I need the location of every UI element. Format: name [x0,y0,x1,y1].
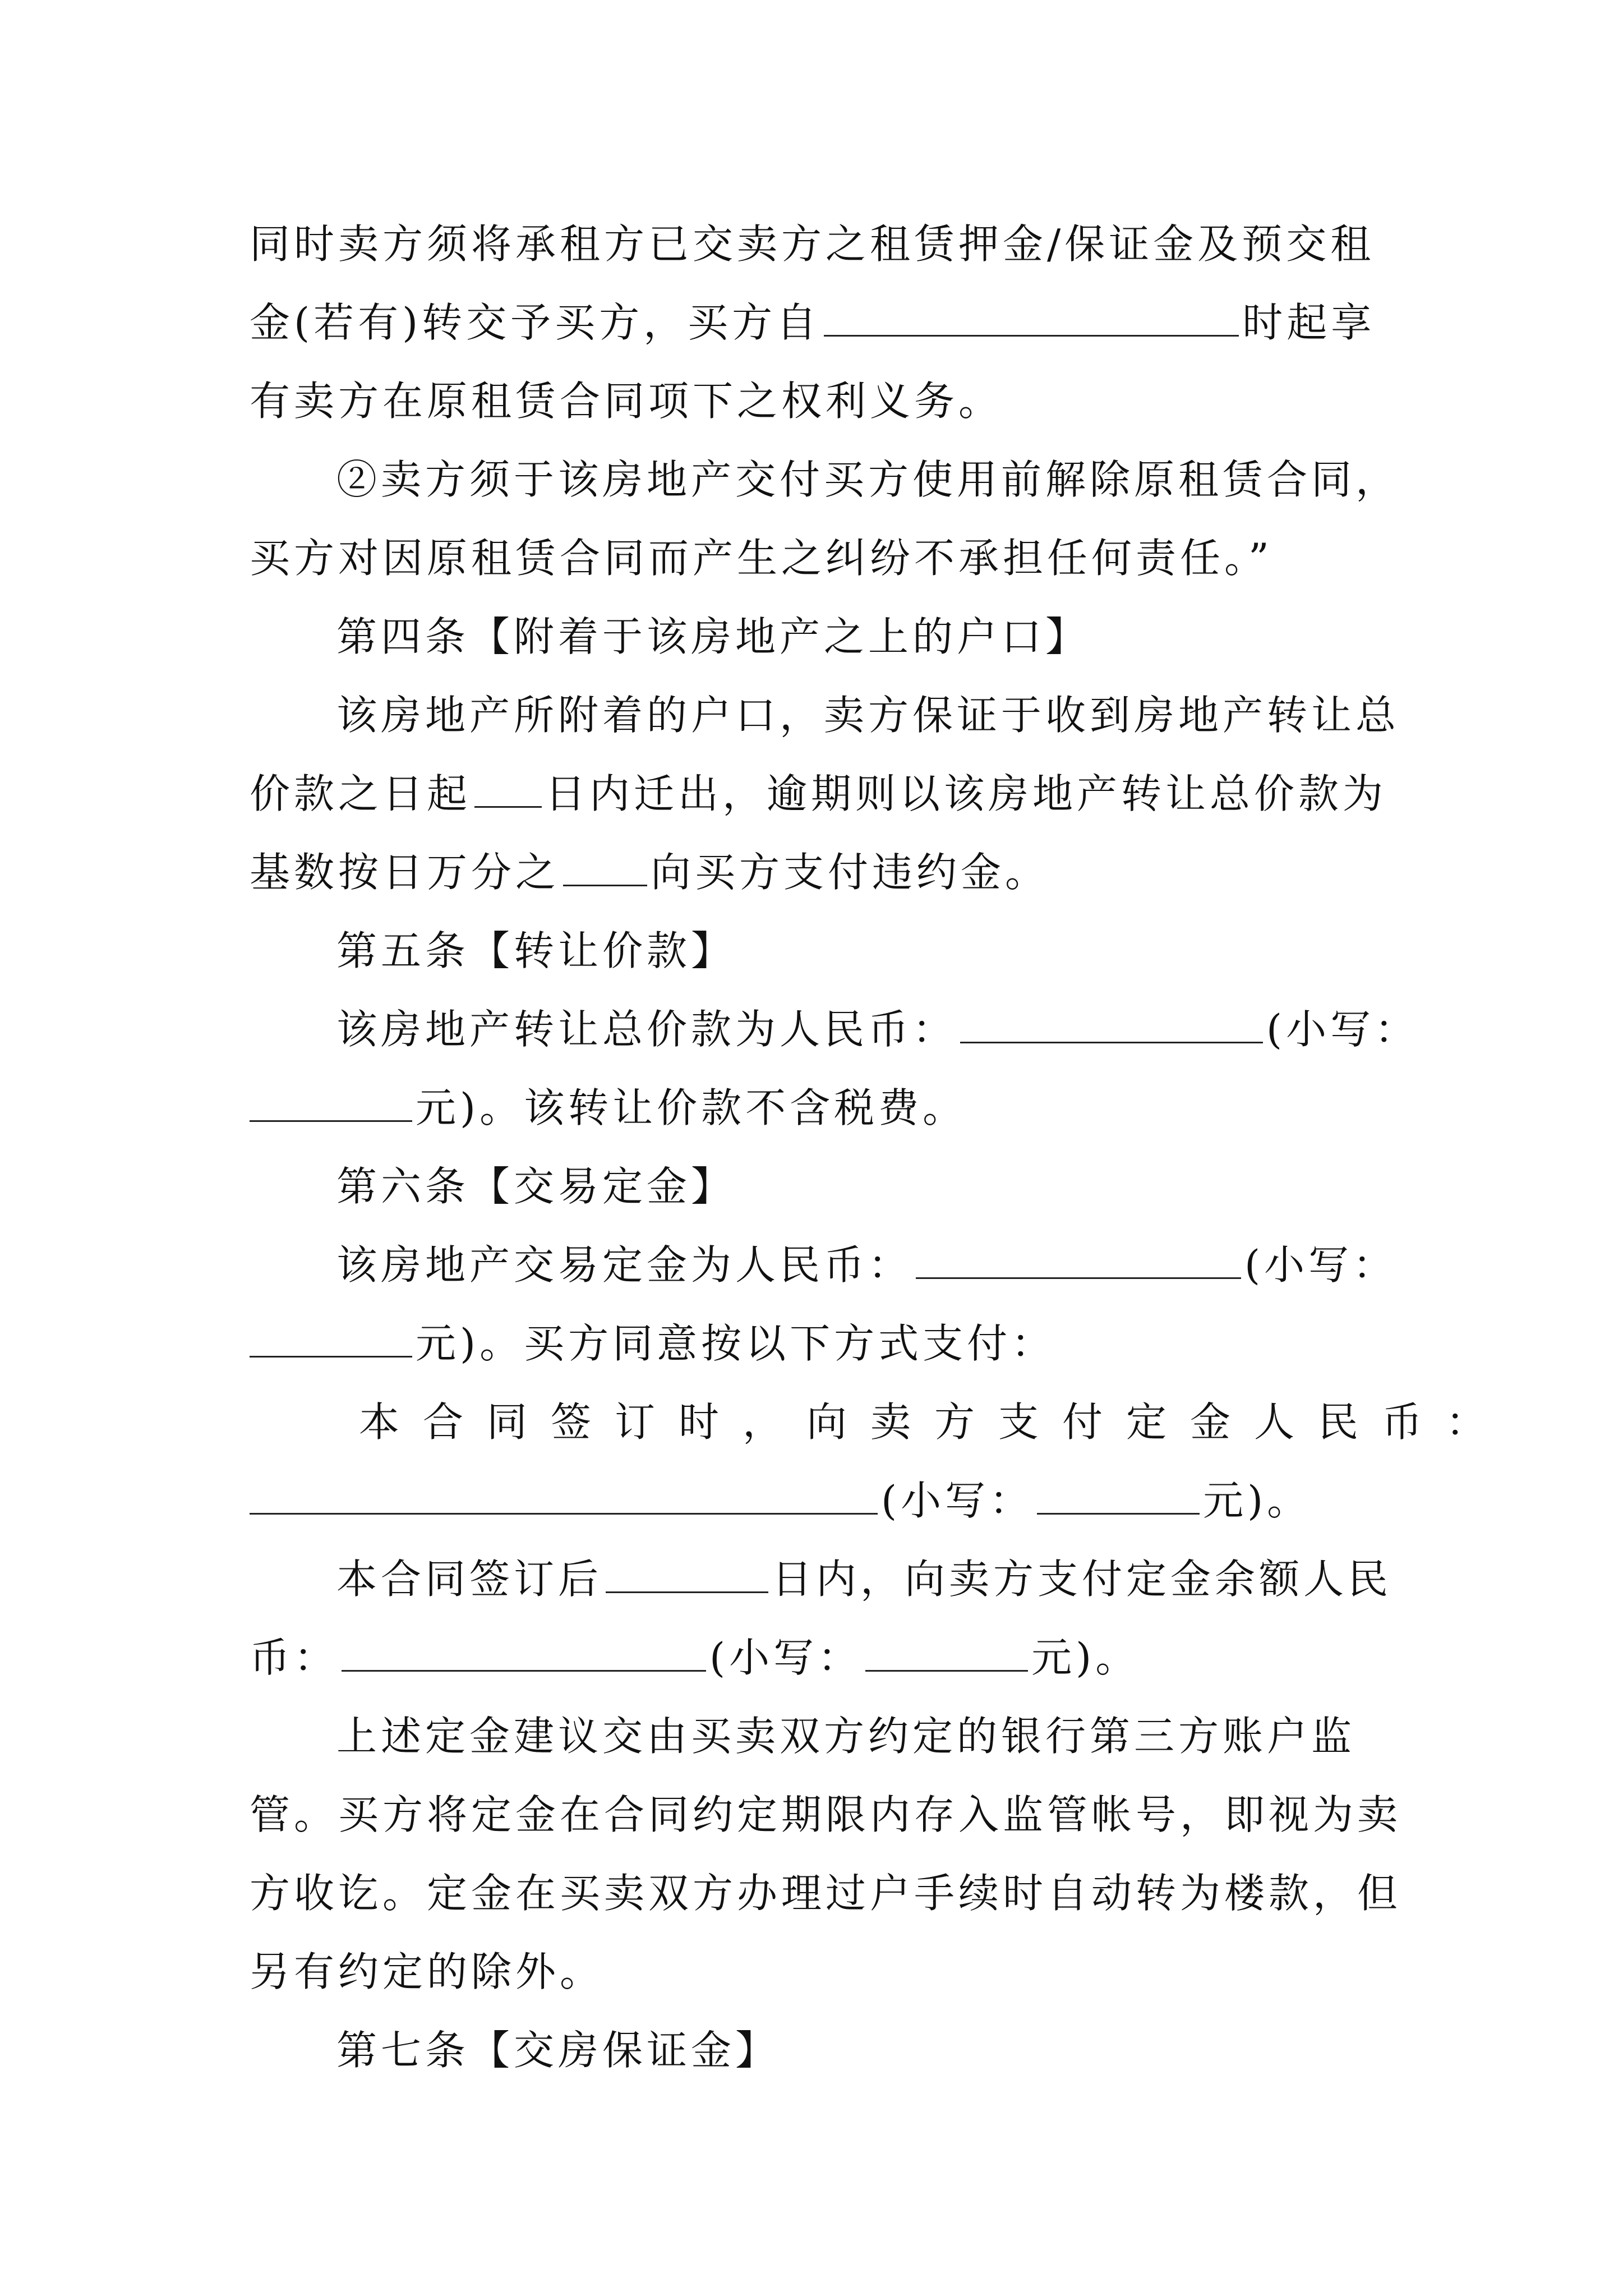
paragraph-line [250,1461,1394,1540]
paragraph-line [250,205,1394,283]
fill-blank[interactable] [250,1306,412,1358]
text-segment: 上述定金建议交由买卖双方约定的银行第三方账户监 [336,1713,1356,1760]
text-segment: (小写： [709,1634,863,1681]
text-segment: (小写： [1266,1006,1419,1053]
fill-blank[interactable] [250,1464,878,1515]
fill-blank[interactable] [250,1071,412,1122]
paragraph-line [336,1697,1394,1775]
text-segment: 第四条【附着于该房地产之上的户口】 [336,613,1090,660]
paragraph-line [250,1854,1402,1932]
text-segment: 元)。该转让价款不含税费。 [416,1084,967,1131]
text-segment: 日内，向卖方支付定金余额人民 [772,1556,1393,1603]
paragraph-line [250,1775,1402,1854]
text-segment: ②卖方须于该房地产交付买方使用前解除原租赁合同， [336,456,1400,503]
paragraph-line [336,440,1400,519]
fill-blank[interactable] [824,286,1239,337]
article-heading [336,597,1394,676]
article-heading [336,912,1394,990]
text-segment: 该房地产所附着的户口，卖方保证于收到房地产转让总 [336,692,1400,739]
fill-blank[interactable] [606,1542,768,1593]
fill-blank[interactable] [916,1228,1241,1279]
fill-blank[interactable] [563,835,647,886]
text-segment: 日内迁出，逾期则以该房地产转让总价款为 [545,770,1387,817]
paragraph-line [359,1383,1510,1461]
text-segment: 该房地产交易定金为人民币： [336,1241,913,1289]
text-segment: 另有约定的除外。 [250,1948,605,1995]
text-segment: 本合同签订后 [336,1556,603,1603]
text-segment: 本合同签订时，向卖方支付定金人民币： [359,1398,1510,1446]
text-segment: 向买方支付违约金。 [651,849,1050,896]
paragraph-line [250,362,1394,440]
text-segment: 元)。 [1203,1477,1312,1524]
text-segment: 基数按日万分之 [250,849,560,896]
text-segment: 该房地产转让总价款为人民币： [336,1006,957,1053]
text-segment: (小写： [1244,1241,1398,1289]
article-heading [336,2011,1394,2090]
text-segment: 第五条【转让价款】 [336,927,736,974]
paragraph-line [250,1932,1394,2011]
text-segment: 价款之日起 [250,770,472,817]
fill-blank[interactable] [342,1621,706,1672]
text-segment: 第七条【交房保证金】 [336,2027,780,2074]
text-segment: 方收讫。定金在买卖双方办理过户手续时自动转为楼款，但 [250,1870,1402,1917]
paragraph-line [336,1226,1398,1304]
paragraph-line [336,1540,1394,1618]
text-segment: 买方对因原租赁合同而产生之纠纷不承担任何责任。” [250,535,1273,582]
fill-blank[interactable] [960,992,1263,1043]
text-segment: 元)。 [1031,1634,1140,1681]
paragraph-line [250,1304,1394,1383]
text-segment: 时起享 [1242,299,1376,346]
paragraph-line [336,990,1419,1069]
paragraph-line [336,676,1400,754]
paragraph-line [250,283,1394,362]
text-segment: 同时卖方须将承租方已交卖方之租赁押金/保证金及预交租 [250,220,1375,268]
fill-blank[interactable] [1037,1464,1200,1515]
text-segment: 管。买方将定金在合同约定期限内存入监管帐号，即视为卖 [250,1791,1402,1838]
paragraph-line [250,1069,1394,1147]
paragraph-line [250,754,1394,833]
text-segment: 金(若有)转交予买方，买方自 [250,299,821,346]
text-segment: 币： [250,1634,339,1681]
article-heading [336,1147,1394,1226]
paragraph-line [250,1618,1394,1697]
text-segment: 有卖方在原租赁合同项下之权利义务。 [250,378,1003,425]
fill-blank[interactable] [474,757,542,808]
text-segment: 元)。买方同意按以下方式支付： [416,1320,1056,1367]
text-segment: (小写： [881,1477,1034,1524]
fill-blank[interactable] [865,1621,1028,1672]
paragraph-line [250,833,1394,912]
paragraph-line [250,519,1394,597]
text-segment: 第六条【交易定金】 [336,1163,736,1210]
